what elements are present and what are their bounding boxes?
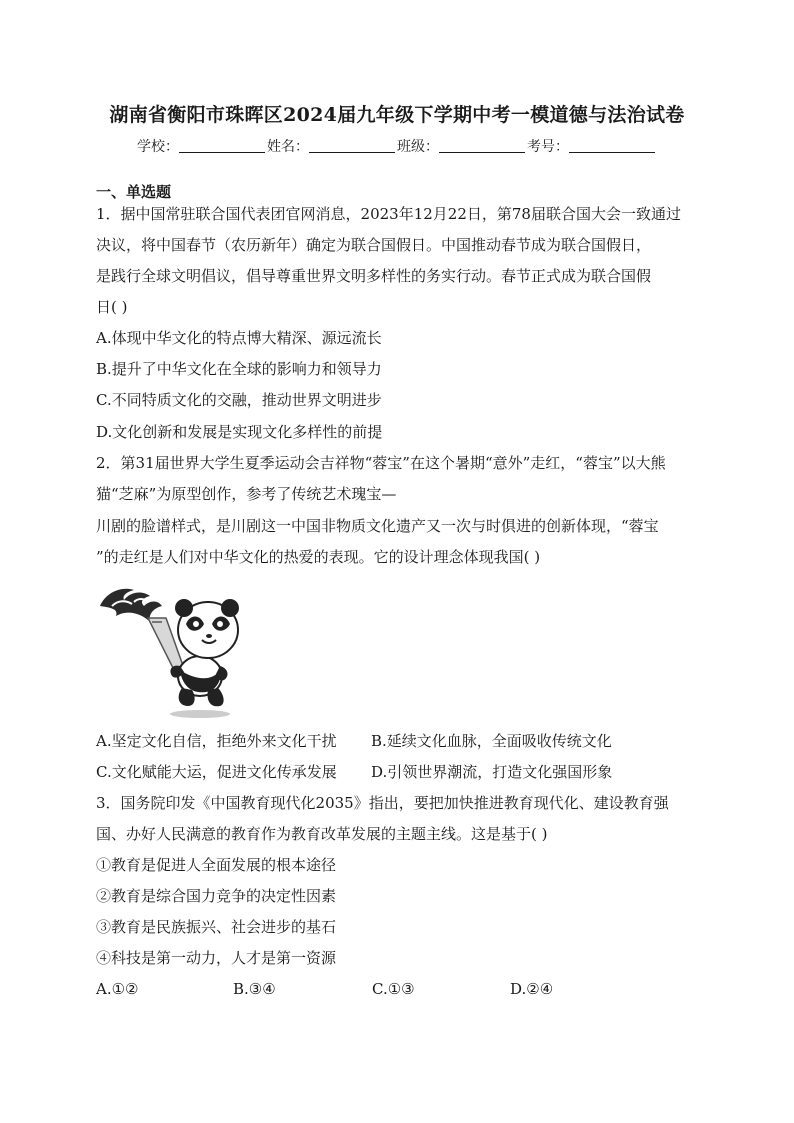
q2-line: 川剧的脸谱样式，是川剧这一中国非物质文化遗产又一次与时俱进的创新体现，“蓉宝 <box>96 517 659 535</box>
class-blank[interactable] <box>439 138 525 153</box>
q1-line: 是践行全球文明倡议，倡导尊重世界文明多样性的务实行动。春节正式成为联合国假 <box>96 267 652 285</box>
q1-line: 1．据中国常驻联合国代表团官网消息，2023年12月22日，第78届联合国大会一致通过 <box>96 205 681 223</box>
q3-statement: ③教育是民族振兴、社会进步的基石 <box>96 918 337 936</box>
q1-option-b[interactable]: B.提升了中华文化在全球的影响力和领导力 <box>96 360 382 378</box>
student-info-row <box>0 136 794 156</box>
q3-line: 国、办好人民满意的教育作为教育改革发展的主题主线。这是基于( ) <box>96 825 548 843</box>
q1-option-c[interactable]: C.不同特质文化的交融，推动世界文明进步 <box>96 391 382 409</box>
rongbao-mascot-image <box>96 578 244 720</box>
q3-option-c[interactable]: C.①③ <box>372 980 415 998</box>
q3-option-a[interactable]: A.①② <box>96 980 139 998</box>
number-blank[interactable] <box>569 138 655 153</box>
q3-statement: ①教育是促进人全面发展的根本途径 <box>96 856 337 874</box>
class-label: 班级： <box>397 139 439 155</box>
q2-line: 猫“芝麻”为原型创作，参考了传统艺术瑰宝— <box>96 485 397 503</box>
q3-option-d[interactable]: D.②④ <box>510 980 554 998</box>
q2-option-b[interactable]: B.延续文化血脉，全面吸收传统文化 <box>371 732 612 750</box>
section-heading: 一、单选题 <box>96 183 172 201</box>
school-label: 学校： <box>137 139 179 155</box>
number-label: 考号： <box>527 139 569 155</box>
school-blank[interactable] <box>179 138 265 153</box>
q2-option-d[interactable]: D.引领世界潮流，打造文化强国形象 <box>371 763 613 781</box>
name-label: 姓名： <box>267 139 309 155</box>
q2-option-c[interactable]: C.文化赋能大运，促进文化传承发展 <box>96 763 337 781</box>
q3-option-b[interactable]: B.③④ <box>233 980 276 998</box>
name-blank[interactable] <box>309 138 395 153</box>
q1-line: 决议，将中国春节（农历新年）确定为联合国假日。中国推动春节成为联合国假日， <box>96 236 652 254</box>
q3-statement: ②教育是综合国力竞争的决定性因素 <box>96 887 337 905</box>
q1-option-d[interactable]: D.文化创新和发展是实现文化多样性的前提 <box>96 423 383 441</box>
q1-line: 日( ) <box>96 298 128 316</box>
q3-line: 3．国务院印发《中国教育现代化2035》指出，要把加快推进教育现代化、建设教育强 <box>96 794 669 812</box>
q2-line: 2．第31届世界大学生夏季运动会吉祥物“蓉宝”在这个暑期“意外”走红，“蓉宝”以大熊 <box>96 454 666 472</box>
exam-title: 湖南省衡阳市珠晖区2024届九年级下学期中考一模道德与法治试卷 <box>109 104 685 126</box>
q2-line: ”的走红是人们对中华文化的热爱的表现。它的设计理念体现我国( ) <box>96 548 541 566</box>
q1-option-a[interactable]: A.体现中华文化的特点博大精深、源远流长 <box>96 329 382 347</box>
q2-option-a[interactable]: A.坚定文化自信，拒绝外来文化干扰 <box>96 732 337 750</box>
q3-statement: ④科技是第一动力，人才是第一资源 <box>96 949 337 967</box>
